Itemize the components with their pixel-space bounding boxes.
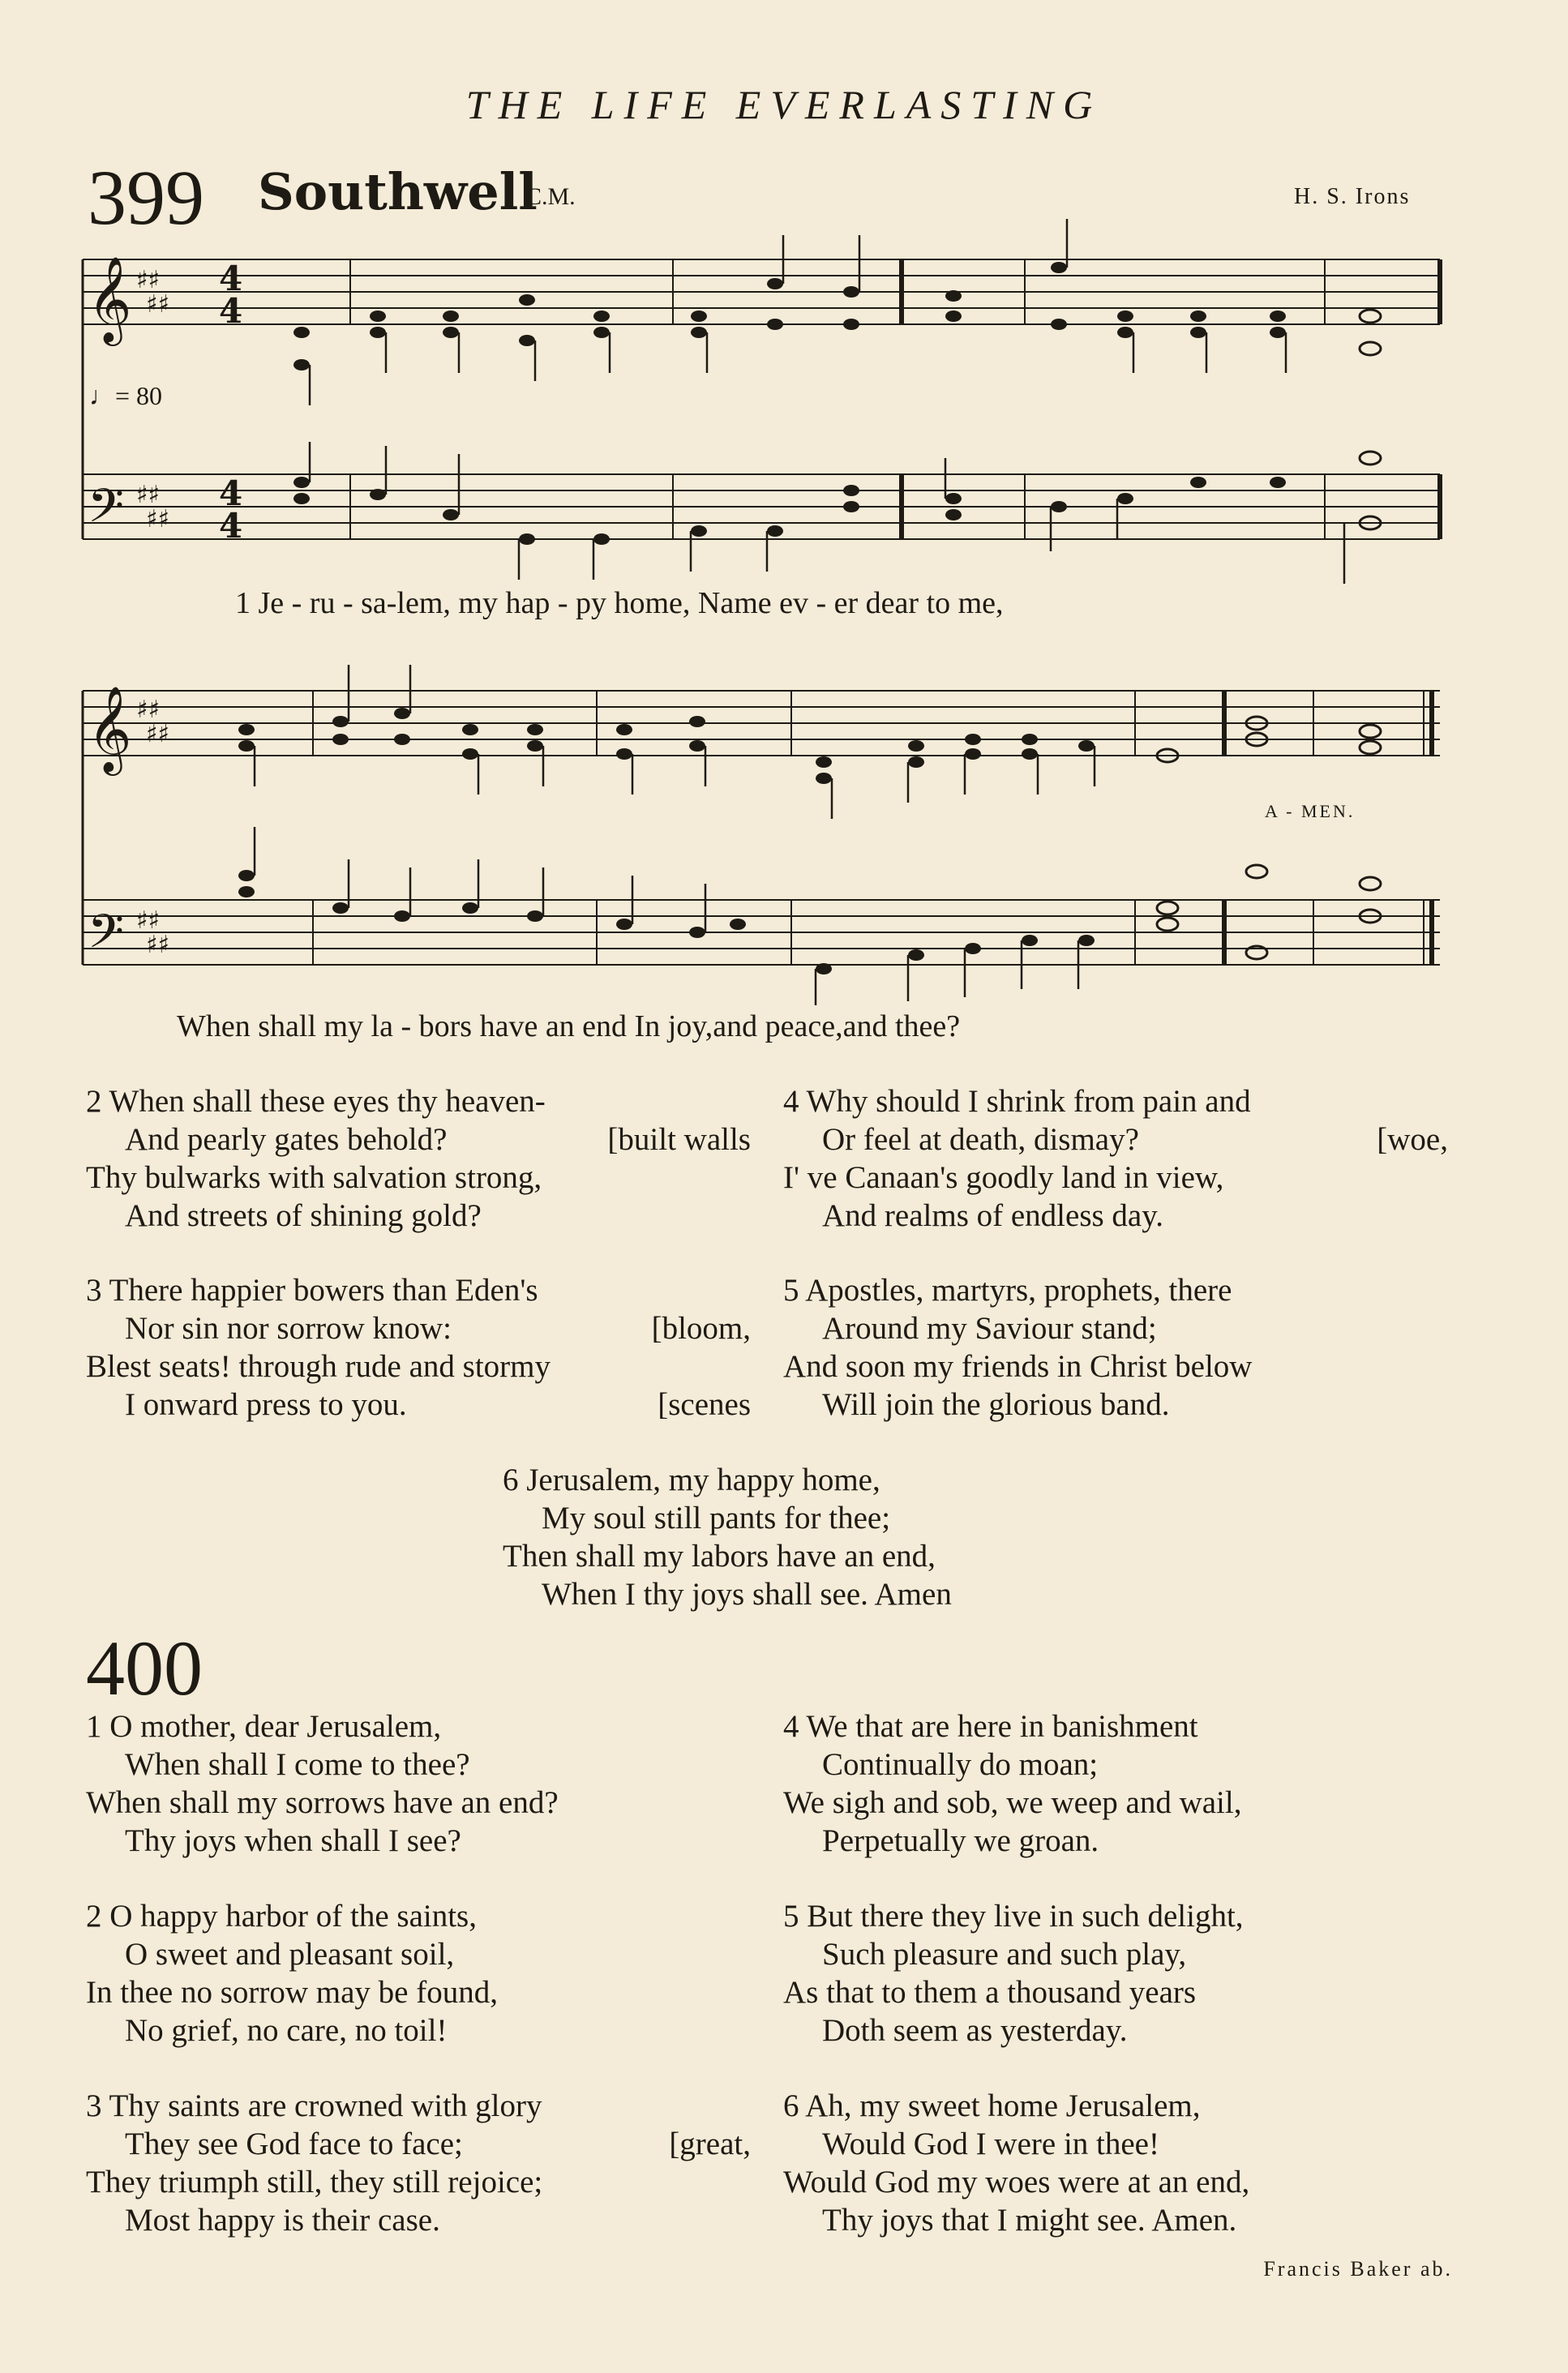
meter: C.M. xyxy=(525,183,576,210)
notes-treble-1 xyxy=(293,262,1286,371)
bass-staff-2 xyxy=(83,900,1440,965)
verse-3: 3 There happier bowers than Eden's Nor sin nor sorrow know: [bloom, Blest seats! through rude and stormy I onward press to you. [scenes xyxy=(86,1273,751,1422)
sharp-icon: ♯♯ xyxy=(136,696,161,724)
sharp-icon: ♯♯ xyxy=(146,931,170,959)
bass-clef-icon: 𝄢 xyxy=(88,904,125,970)
treble-clef-icon: 𝄞 xyxy=(88,685,132,772)
notes-bass-2 xyxy=(238,870,1095,974)
lyric-line-2: When shall my la - bors have an end In joy,and peace,and thee? xyxy=(177,1009,961,1043)
verse-4: 4 Why should I shrink from pain and Or feel at death, dismay? [woe, I' ve Canaan's goodly land in view, And realms of endless day. xyxy=(783,1084,1448,1233)
verse-5: 5 Apostles, martyrs, prophets, there Around my Saviour stand; And soon my friends in Christ below Will join the glorious band. xyxy=(783,1273,1253,1422)
bass-staff-1 xyxy=(83,474,1440,539)
lyric-line-1: 1 Je - ru - sa-lem, my hap - py home, Name ev - er dear to me, xyxy=(235,586,1004,620)
sharp-icon: ♯♯ xyxy=(146,290,170,319)
sharp-icon: ♯♯ xyxy=(136,481,161,509)
barlines-2 xyxy=(313,691,1432,965)
sharp-icon: ♯♯ xyxy=(136,266,161,294)
verse-6: 6 Ah, my sweet home Jerusalem, Would God I were in thee! Would God my woes were at an end, Thy joys that I might see. Amen. xyxy=(783,2088,1250,2238)
time-signature: 4 xyxy=(219,506,243,546)
time-signature: 4 xyxy=(219,259,243,298)
verse-2: 2 O happy harbor of the saints, O sweet and pleasant soil, In thee no sorrow may be found, No grief, no care, no toil! xyxy=(86,1899,498,2048)
verse-6: 6 Jerusalem, my happy home, My soul still pants for thee; Then shall my labors have an end, When I thy joys shall see. Amen xyxy=(503,1463,952,1612)
sharp-icon: ♯♯ xyxy=(146,505,170,533)
sharp-icon: ♯♯ xyxy=(136,906,161,935)
sharp-icon: ♯♯ xyxy=(146,720,170,748)
amen-label: A - MEN. xyxy=(1265,801,1356,821)
hymn-number: 400 xyxy=(86,1625,203,1711)
music-score xyxy=(0,0,1568,1005)
notes-bass-1 xyxy=(293,477,1286,545)
notes-treble-2 xyxy=(238,708,1095,784)
treble-clef-icon: 𝄞 xyxy=(88,255,132,342)
time-signature: 4 xyxy=(219,291,243,331)
section-title: THE LIFE EVERLASTING xyxy=(465,82,1103,127)
verse-5: 5 But there they live in such delight, Such pleasure and such play, As that to them a thousand years Doth seem as yesterday. xyxy=(783,1899,1244,2048)
verse-1: 1 O mother, dear Jerusalem, When shall I come to thee? When shall my sorrows have an end? Thy joys when shall I see? xyxy=(86,1709,559,1858)
verse-3: 3 Thy saints are crowned with glory They see God face to face; [great, They triumph still, they still rejoice; Most happy is their case. xyxy=(86,2088,751,2238)
verse-4: 4 We that are here in banishment Continually do moan; We sigh and sob, we weep and wail, Perpetually we groan. xyxy=(783,1709,1242,1858)
verse-2: 2 When shall these eyes thy heaven- And pearly gates behold? [built walls Thy bulwarks with salvation strong, And streets of shining gold? xyxy=(86,1084,751,1233)
bass-clef-icon: 𝄢 xyxy=(88,478,125,545)
treble-staff-1 xyxy=(83,259,1440,324)
tempo-mark: ♩= 80 xyxy=(89,381,163,410)
treble-staff-2 xyxy=(83,691,1440,756)
composer: H. S. Irons xyxy=(1294,184,1411,209)
attribution: Francis Baker ab. xyxy=(1263,2257,1453,2281)
tune-name: Southwell xyxy=(258,162,538,221)
barlines-1 xyxy=(350,259,1440,539)
time-signature: 4 xyxy=(219,473,243,513)
hymn-number: 399 xyxy=(88,154,204,241)
